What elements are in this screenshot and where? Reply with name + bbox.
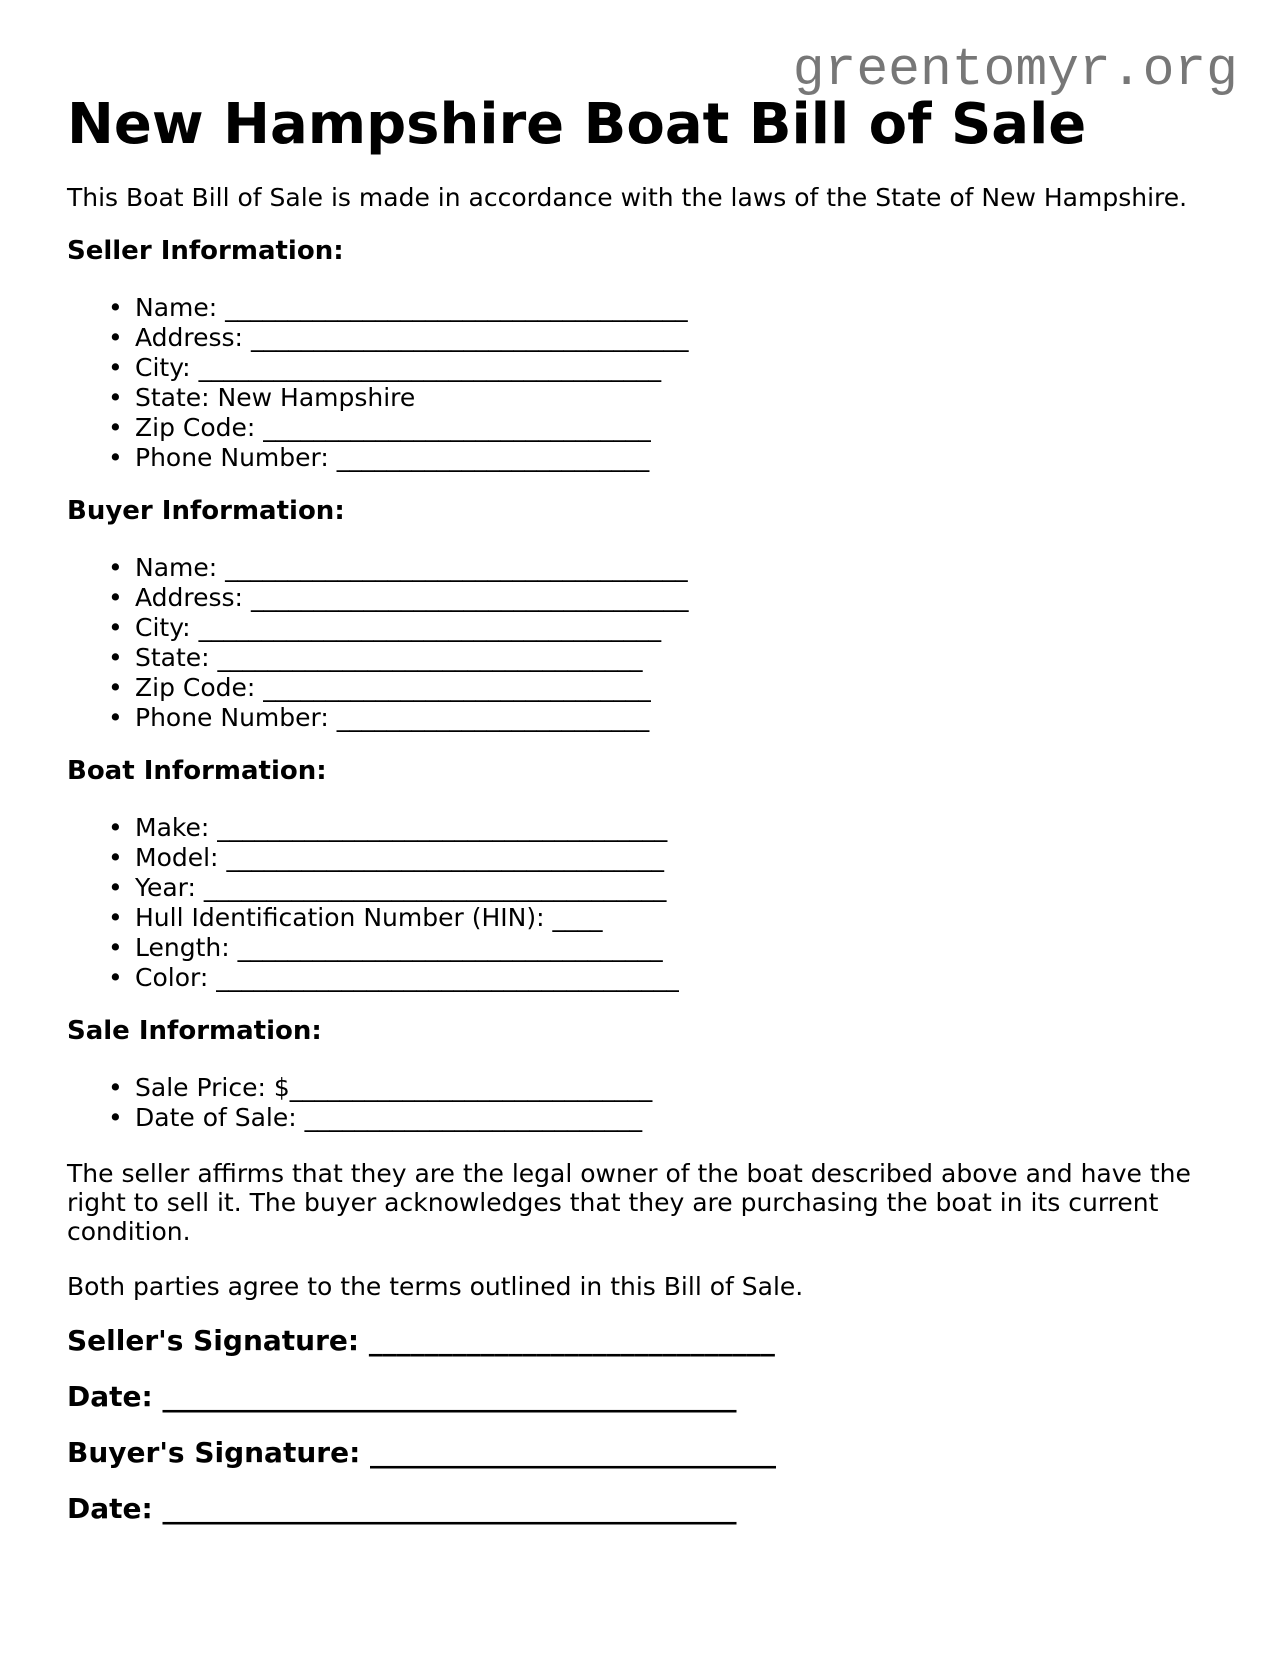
date-blank-line: _________________________________________ [162, 1380, 737, 1413]
list-item [135, 413, 1238, 443]
field-label: Year: [135, 873, 204, 902]
page-title: New Hampshire Boat Bill of Sale [67, 92, 1087, 157]
boat-field-list [67, 813, 1238, 993]
watermark-site-name: greentomyr.org [792, 40, 1238, 100]
blank-line: _____________________________________ [198, 353, 662, 382]
blank-line: ___________________________________ [250, 583, 689, 612]
intro-paragraph: This Boat Bill of Sale is made in accordance with the laws of the State of New Hampshire. [67, 183, 1188, 212]
blank-line: _______________________________ [263, 673, 651, 702]
blank-line: _________________________ [336, 703, 650, 732]
seller-field-list [67, 293, 1238, 473]
field-label: Date of Sale: [135, 1103, 305, 1132]
field-label: Phone Number: [135, 443, 337, 472]
list-item [135, 1073, 1238, 1103]
list-item [135, 903, 1238, 933]
list-item [135, 643, 1238, 673]
field-label: State: [135, 643, 218, 672]
field-label: Name: [135, 553, 226, 582]
list-item [135, 843, 1238, 873]
field-label: Make: [135, 813, 218, 842]
list-item [135, 963, 1238, 993]
field-label: Address: [135, 583, 251, 612]
field-label: Length: [135, 933, 238, 962]
date-blank-line: _________________________________________ [162, 1492, 737, 1525]
list-item [135, 293, 1238, 323]
date-label: Date: [67, 1380, 163, 1413]
blank-line: _____________________________________ [203, 873, 667, 902]
list-item [135, 1103, 1238, 1133]
field-value: New Hampshire [217, 383, 416, 412]
blank-line: ___________________________________ [250, 323, 689, 352]
field-label: Sale Price: $ [135, 1073, 290, 1102]
sale-field-list [67, 1073, 1238, 1133]
signature-blank-line: _____________________________ [368, 1324, 775, 1357]
section-heading-boat: Boat Information: [67, 756, 327, 786]
buyer-signature-row [67, 1438, 1238, 1468]
agreement-paragraph: Both parties agree to the terms outlined in this Bill of Sale. [67, 1272, 804, 1301]
blank-line: _______________________________ [263, 413, 651, 442]
field-label: State: [135, 383, 218, 412]
blank-line: _____________________________________ [225, 293, 688, 322]
blank-line: ____________________________________ [217, 813, 668, 842]
section-heading-buyer: Buyer Information: [67, 496, 345, 526]
field-label: Color: [135, 963, 217, 992]
field-label: Zip Code: [135, 673, 264, 702]
affirmation-paragraph: The seller affirms that they are the legal owner of the boat described above and have the right to sell it. The buyer acknowledges that they are purchasing the boat in its current condition. [67, 1159, 1191, 1246]
buyer-field-list [67, 553, 1238, 733]
blank-line: __________________________________ [217, 643, 643, 672]
list-item [135, 553, 1238, 583]
field-label: Model: [135, 843, 227, 872]
blank-line: ___________________________________ [226, 843, 664, 872]
seller-date-row [67, 1382, 1238, 1412]
list-item [135, 873, 1238, 903]
list-item [135, 323, 1238, 353]
blank-line: _____________________________________ [225, 553, 688, 582]
blank-line: _________________________ [336, 443, 650, 472]
list-item [135, 673, 1238, 703]
list-item [135, 613, 1238, 643]
signature-label: Seller's Signature: [67, 1324, 369, 1357]
list-item [135, 583, 1238, 613]
section-heading-seller: Seller Information: [67, 236, 344, 266]
signature-label: Buyer's Signature: [67, 1436, 371, 1469]
field-label: Phone Number: [135, 703, 337, 732]
blank-line: ___________________________ [304, 1103, 643, 1132]
seller-signature-row [67, 1326, 1238, 1356]
list-item [135, 353, 1238, 383]
date-label: Date: [67, 1492, 163, 1525]
field-label: Zip Code: [135, 413, 264, 442]
field-label: Address: [135, 323, 251, 352]
list-item [135, 383, 1238, 413]
field-label: City: [135, 613, 199, 642]
field-label: Name: [135, 293, 226, 322]
list-item [135, 443, 1238, 473]
field-label: Hull Identification Number (HIN): [135, 903, 553, 932]
blank-line: ____ [552, 903, 603, 932]
blank-line: _____________________________________ [198, 613, 662, 642]
blank-line: __________________________________ [237, 933, 663, 962]
section-heading-sale: Sale Information: [67, 1016, 322, 1046]
signature-blank-line: _____________________________ [370, 1436, 777, 1469]
field-label: City: [135, 353, 199, 382]
buyer-date-row [67, 1494, 1238, 1524]
list-item [135, 703, 1238, 733]
list-item [135, 813, 1238, 843]
list-item [135, 933, 1238, 963]
blank-line: _____________________________________ [216, 963, 679, 992]
blank-line: _____________________________ [289, 1073, 653, 1102]
